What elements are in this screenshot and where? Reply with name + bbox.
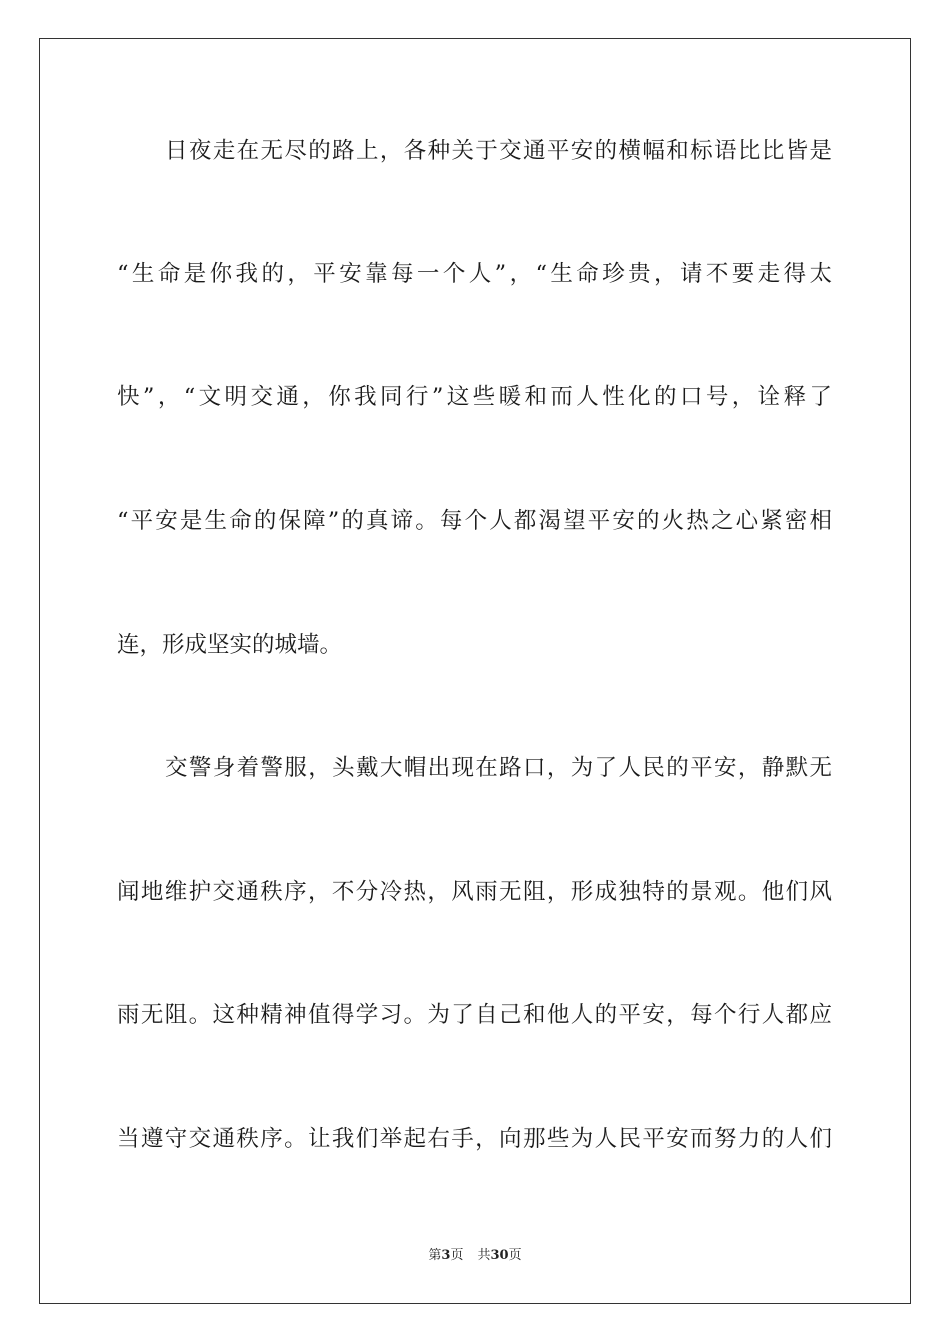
paragraph-1-line-5: 连，形成坚实的城墙。 — [117, 632, 343, 658]
footer-total-suffix: 页 — [508, 1248, 522, 1263]
footer-page-suffix: 页 — [450, 1248, 464, 1263]
page-footer — [0, 1247, 950, 1265]
paragraph-2-line-2: 闻地维护交通秩序，不分冷热，风雨无阻，形成独特的景观。他们风 — [117, 879, 832, 905]
paragraph-2-line-4: 当遵守交通秩序。让我们举起右手，向那些为人民平安而努力的人们 — [117, 1126, 832, 1152]
footer-page-number: 3 — [441, 1248, 451, 1263]
page-border — [39, 38, 911, 1304]
paragraph-2-line-3: 雨无阻。这种精神值得学习。为了自己和他人的平安，每个行人都应 — [117, 1002, 832, 1028]
paragraph-1-line-3: 快”，“文明交通，你我同行”这些暖和而人性化的口号，诠释了 — [117, 384, 832, 410]
paragraph-1-line-2: “生命是你我的，平安靠每一个人”，“生命珍贵，请不要走得太 — [117, 261, 832, 287]
paragraph-1-line-4: “平安是生命的保障”的真谛。每个人都渴望平安的火热之心紧密相 — [117, 508, 832, 534]
footer-page-prefix: 第 — [428, 1248, 442, 1263]
paragraph-1-line-1: 日夜走在无尽的路上，各种关于交通平安的横幅和标语比比皆是 — [165, 138, 832, 164]
footer-total-pages: 30 — [490, 1248, 509, 1263]
paragraph-2-line-1: 交警身着警服，头戴大帽出现在路口，为了人民的平安，静默无 — [165, 755, 832, 781]
footer-total-prefix: 共 — [477, 1248, 491, 1263]
